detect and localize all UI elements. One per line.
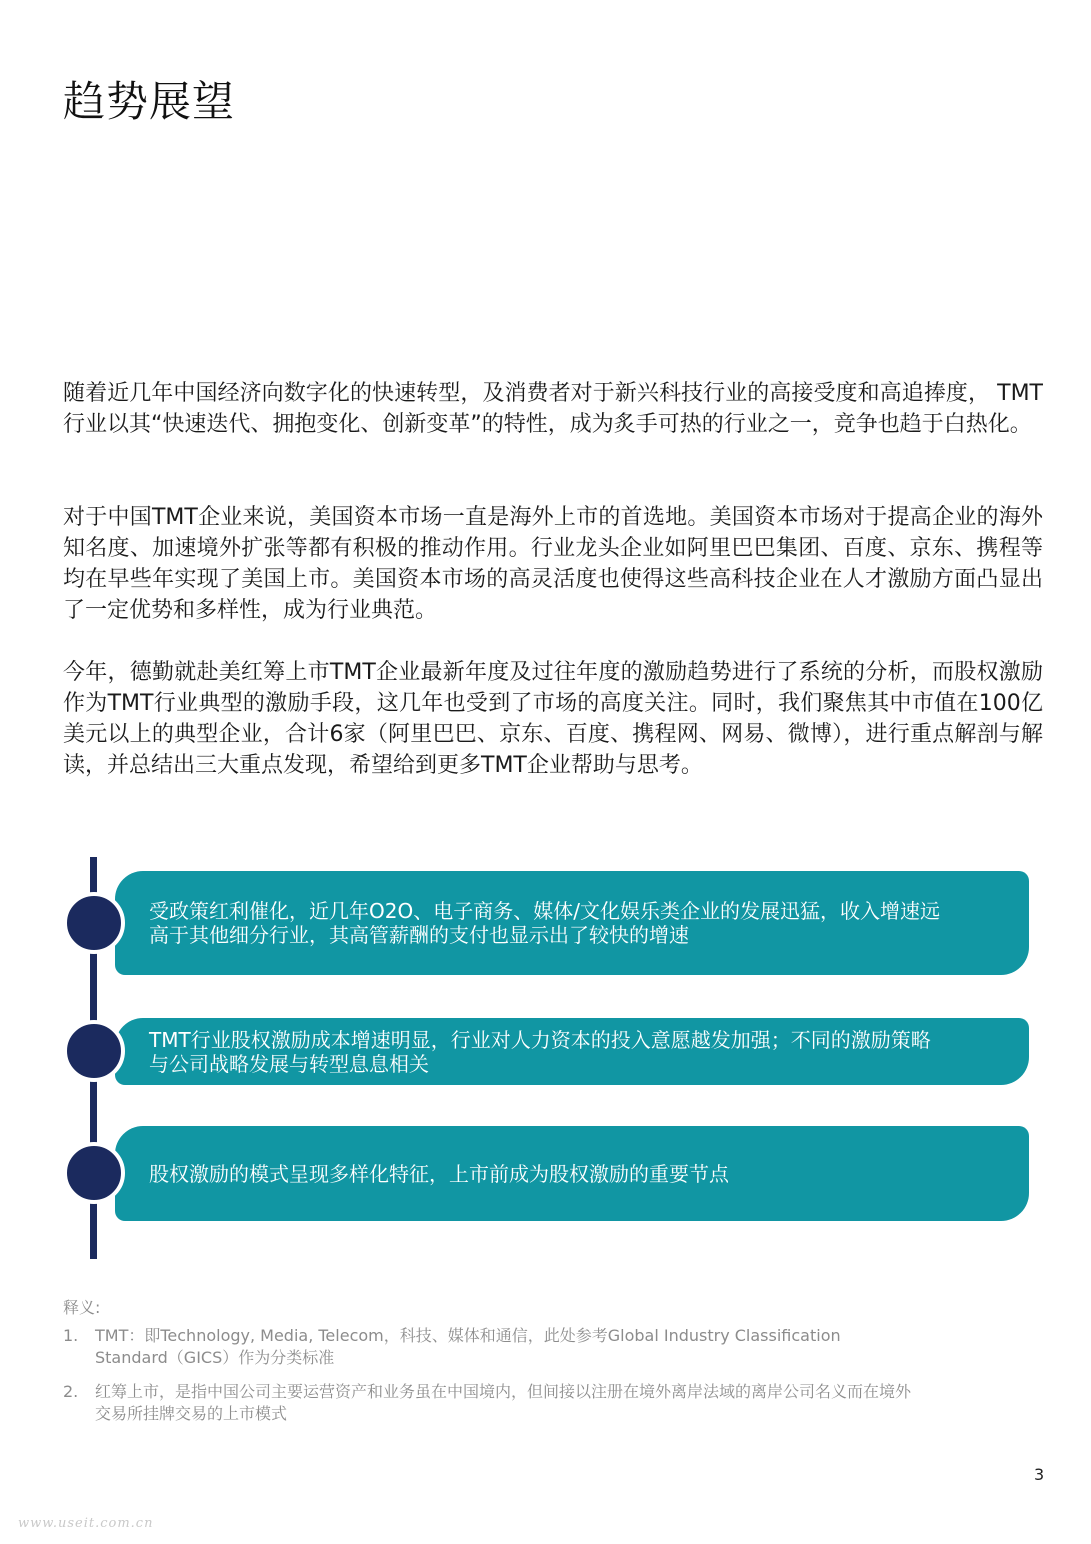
finding-2-line-2: 与公司战略发展与转型息息相关 [149,1051,429,1076]
finding-3-line-1: 股权激励的模式呈现多样化特征，上市前成为股权激励的重要节点 [149,1161,729,1186]
timeline-dot-1 [63,892,125,954]
timeline-dot-2 [63,1020,125,1082]
watermark: www.useit.com.cn [18,1516,154,1531]
timeline-dot-3 [63,1142,125,1204]
page-number: 3 [1034,1465,1045,1484]
us-market-paragraph: 对于中国TMT企业来说，美国资本市场一直是海外上市的首选地。美国资本市场对于提高企业的海外知名度、加速境外扩张等都有积极的推动作用。行业龙头企业如阿里巴巴集团、百度、京东、携程等均在早些年实现了美国上市。美国资本市场的高灵活度也使得这些高科技企业在人才激励方面凸显出了一定优势和多样性，成为行业典范。 [63,505,1043,623]
note-item-2 [63,1381,1043,1425]
page-title: 趋势展望 [63,77,236,126]
note-1-number: 1. [63,1326,79,1345]
intro-paragraph: 随着近几年中国经济向数字化的快速转型，及消费者对于新兴科技行业的高接受度和高追捧度， TMT行业以其“快速迭代、拥抱变化、创新变革”的特性，成为炙手可热的行业之一，竞争也趋于白热化。 [63,381,1043,437]
note-2-line-2: 交易所挂牌交易的上市模式 [95,1404,288,1423]
finding-card-1 [115,871,1029,975]
note-item-1 [63,1325,1043,1369]
note-1-line-2: Standard（GICS）作为分类标准 [95,1348,335,1367]
finding-card-2 [115,1018,1029,1085]
finding-1-line-2: 高于其他细分行业，其高管薪酬的支付也显示出了较快的增速 [149,923,689,947]
note-2-number: 2. [63,1382,79,1401]
study-paragraph: 今年，德勤就赴美红筹上市TMT企业最新年度及过往年度的激励趋势进行了系统的分析，而股权激励作为TMT行业典型的激励手段，这几年也受到了市场的高度关注。同时，我们聚焦其中市值在100亿美元以上的典型企业，合计6家（阿里巴巴、京东、百度、携程网、网易、微博），进行重点解剖与解读，并总结出三大重点发现，希望给到更多TMT企业帮助与思考。 [63,660,1043,778]
finding-2-line-1: TMT行业股权激励成本增速明显，行业对人力资本的投入意愿越发加强；不同的激励策略 [149,1027,931,1052]
notes-title: 释义: [63,1298,101,1317]
note-2-line-1: 红筹上市，是指中国公司主要运营资产和业务虽在中国境内，但间接以注册在境外离岸法域的离岸公司名义而在境外 [95,1382,912,1401]
finding-1-line-1: 受政策红利催化，近几年O2O、电子商务、媒体/文化娱乐类企业的发展迅猛，收入增速远 [149,899,940,923]
finding-card-3 [115,1126,1029,1221]
note-1-line-1: TMT：即Technology, Media, Telecom，科技、媒体和通信，此处参考Global Industry Classification [95,1326,841,1345]
